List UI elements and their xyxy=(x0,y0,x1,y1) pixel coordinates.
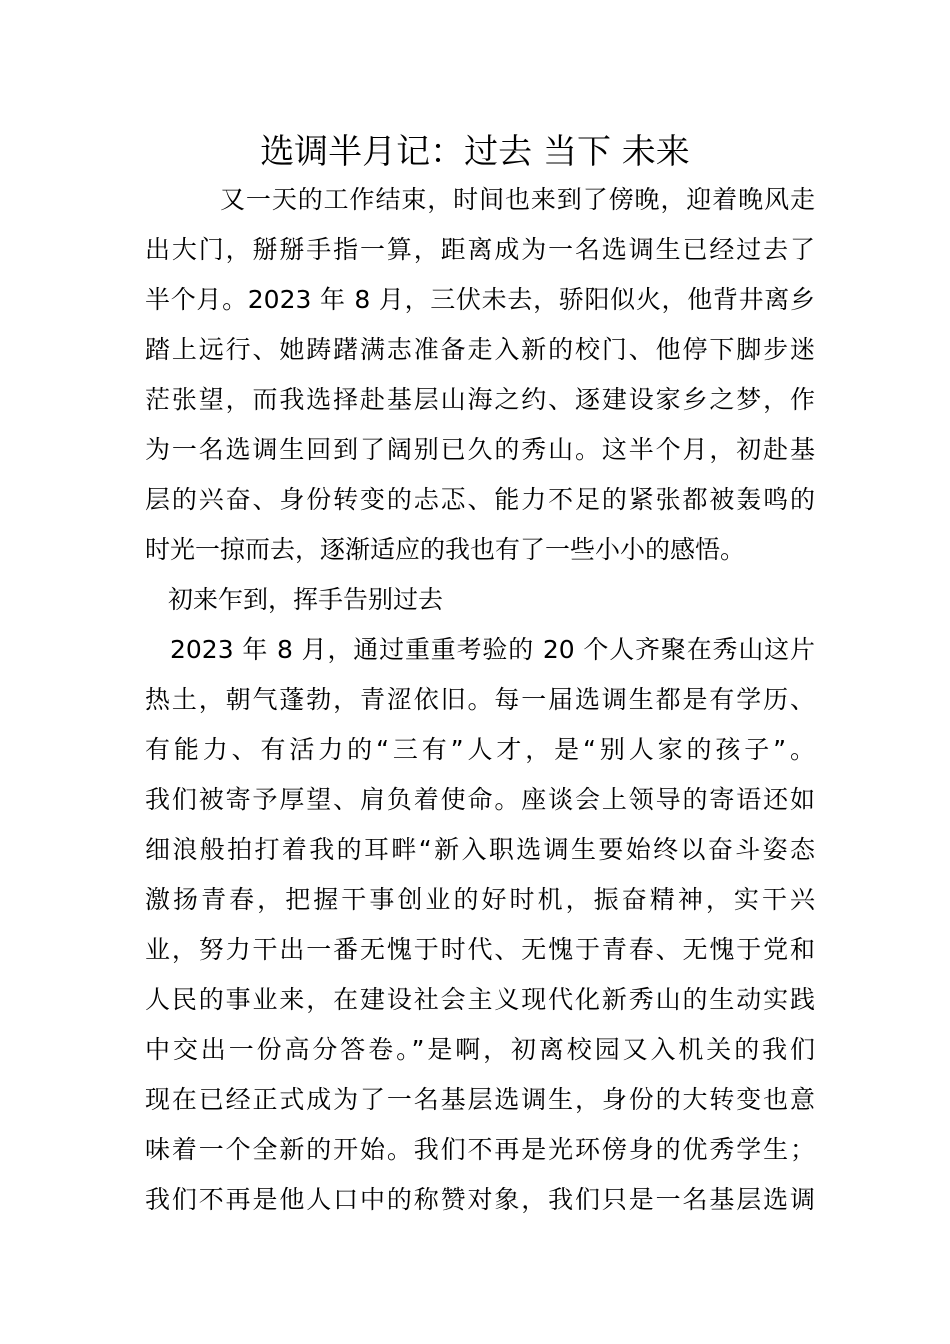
paragraph-line: 热土，朝气蓬勃，青涩依旧。每一届选调生都是有学历、 xyxy=(145,685,815,714)
paragraph-line: 人民的事业来，在建设社会主义现代化新秀山的生动实践 xyxy=(145,985,815,1014)
section-heading: 初来乍到，挥手告别过去 xyxy=(168,585,444,614)
paragraph-line: 我们被寄予厚望、肩负着使命。座谈会上领导的寄语还如 xyxy=(145,785,815,814)
paragraph-line: 业，努力干出一番无愧于时代、无愧于青春、无愧于党和 xyxy=(145,935,815,964)
paragraph-line: 激扬青春，把握干事创业的好时机，振奋精神，实干兴 xyxy=(145,885,815,914)
paragraph-line: 中交出一份高分答卷。”是啊，初离校园又入机关的我们 xyxy=(145,1035,815,1064)
paragraph-line: 踏上远行、她踌躇满志准备走入新的校门、他停下脚步迷 xyxy=(145,335,815,364)
paragraph-line: 又一天的工作结束，时间也来到了傍晚，迎着晚风走 xyxy=(220,185,815,214)
paragraph-line: 现在已经正式成为了一名基层选调生，身份的大转变也意 xyxy=(145,1085,815,1114)
paragraph-line: 我们不再是他人口中的称赞对象，我们只是一名基层选调 xyxy=(145,1185,815,1214)
paragraph-line: 有能力、有活力的“三有”人才，是“别人家的孩子”。 xyxy=(145,735,815,764)
document-title: 选调半月记：过去 当下 未来 xyxy=(260,132,690,172)
paragraph-line: 茫张望，而我选择赴基层山海之约、逐建设家乡之梦，作 xyxy=(145,385,815,414)
paragraph-line: 半个月。2023 年 8 月，三伏未去，骄阳似火，他背井离乡 xyxy=(145,285,815,314)
paragraph-line: 2023 年 8 月，通过重重考验的 20 个人齐聚在秀山这片 xyxy=(170,635,815,664)
paragraph-line: 出大门，掰掰手指一算，距离成为一名选调生已经过去了 xyxy=(145,235,815,264)
paragraph-line: 时光一掠而去，逐渐适应的我也有了一些小小的感悟。 xyxy=(145,535,746,564)
paragraph-line: 细浪般拍打着我的耳畔“新入职选调生要始终以奋斗姿态 xyxy=(145,835,815,864)
paragraph-line: 为一名选调生回到了阔别已久的秀山。这半个月，初赴基 xyxy=(145,435,815,464)
paragraph-line: 味着一个全新的开始。我们不再是光环傍身的优秀学生； xyxy=(145,1135,815,1164)
paragraph-line: 层的兴奋、身份转变的忐忑、能力不足的紧张都被轰鸣的 xyxy=(145,485,815,514)
